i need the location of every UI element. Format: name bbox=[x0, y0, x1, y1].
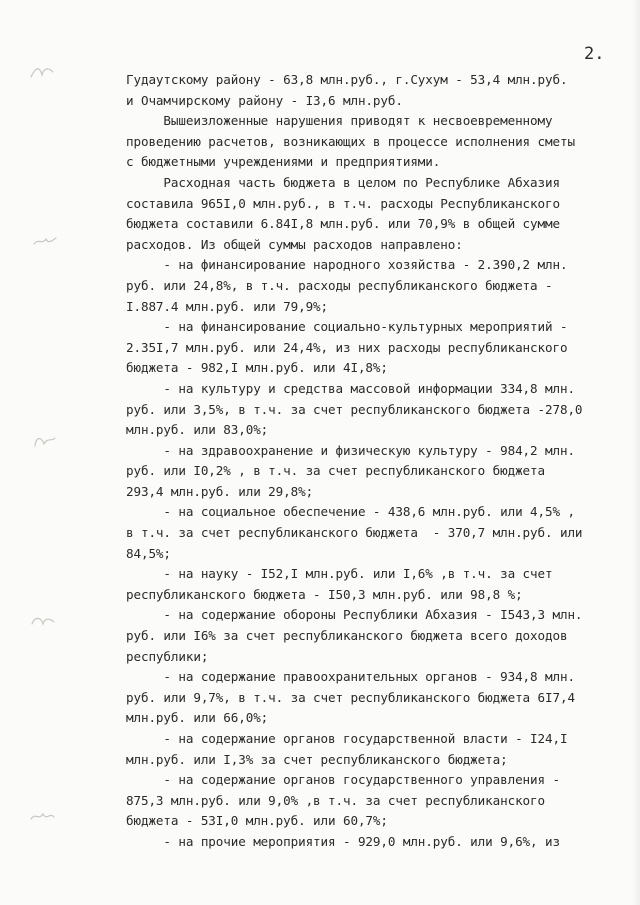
text-line: руб. или 9,7%, в т.ч. за счет республиканского бюджета 6I7,4 bbox=[126, 689, 575, 705]
text-line: руб. или 3,5%, в т.ч. за счет республиканского бюджета -278,0 bbox=[126, 401, 583, 417]
text-line: 84,5%; bbox=[126, 545, 171, 561]
text-line: - на здравоохранение и физическую культуру - 984,2 млн. bbox=[126, 442, 575, 458]
margin-scribble-icon bbox=[28, 64, 58, 82]
text-line: бюджета - 53I,0 млн.руб. или 60,7%; bbox=[126, 813, 388, 829]
text-line: млн.руб. или I,3% за счет республиканского бюджета; bbox=[126, 751, 508, 767]
text-line: - на финансирование социально-культурных мероприятий - bbox=[126, 319, 568, 335]
page-edge-shadow bbox=[632, 0, 640, 905]
text-line: - на финансирование народного хозяйства - 2.390,2 млн. bbox=[126, 257, 568, 273]
text-line: республики; bbox=[126, 648, 209, 664]
text-line: составила 965I,0 млн.руб., в т.ч. расходы Республиканского bbox=[126, 195, 560, 211]
text-line: - на науку - I52,I млн.руб. или I,6% ,в т.ч. за счет bbox=[126, 566, 553, 582]
text-line: 875,3 млн.руб. или 9,0% ,в т.ч. за счет республиканского bbox=[126, 792, 545, 808]
text-line: бюджета составили 6.84I,8 млн.руб. или 70,9% в общей сумме bbox=[126, 216, 560, 232]
text-line: - на культуру и средства массовой информации 334,8 млн. bbox=[126, 380, 575, 396]
text-line: Расходная часть бюджета в целом по Республике Абхазия bbox=[126, 174, 560, 190]
text-line: бюджета - 982,I млн.руб. или 4I,8%; bbox=[126, 360, 388, 376]
text-line: - на содержание органов государственной власти - I24,I bbox=[126, 731, 568, 746]
margin-scribble-icon bbox=[28, 612, 58, 630]
text-line: млн.руб. или 66,0%; bbox=[126, 710, 269, 726]
text-line: руб. или I0,2% , в т.ч. за счет республиканского бюджета bbox=[126, 463, 545, 479]
text-line: республиканского бюджета - I50,3 млн.руб. или 98,8 %; bbox=[126, 586, 523, 602]
document-body bbox=[126, 70, 606, 853]
text-line: в т.ч. за счет республиканского бюджета - 370,7 млн.руб. или bbox=[126, 525, 583, 541]
text-line: - на содержание правоохранительных органов - 934,8 млн. bbox=[126, 669, 575, 685]
margin-scribble-icon bbox=[30, 432, 60, 450]
text-line: Гудаутскому району - 63,8 млн.руб., г.Сухум - 53,4 млн.руб. bbox=[126, 72, 568, 87]
text-line: - на прочие мероприятия - 929,0 млн.руб. или 9,6%, из bbox=[126, 833, 560, 849]
text-line: и Очамчирскому району - I3,6 млн.руб. bbox=[126, 92, 403, 108]
text-line: руб. или 24,8%, в т.ч. расходы республиканского бюджета - bbox=[126, 277, 553, 293]
margin-scribble-icon bbox=[30, 232, 60, 250]
text-line: - на социальное обеспечение - 438,6 млн.руб. или 4,5% , bbox=[126, 504, 575, 520]
page-number: 2. bbox=[584, 44, 605, 64]
text-line: с бюджетными учреждениями и предприятиями. bbox=[126, 154, 441, 170]
text-line: проведению расчетов, возникающих в процессе исполнения сметы bbox=[126, 133, 575, 149]
text-line: Вышеизложенные нарушения приводят к несвоевременному bbox=[126, 113, 553, 129]
text-line: I.887.4 млн.руб. или 79,9%; bbox=[126, 298, 329, 314]
text-line: - на содержание органов государственного управления - bbox=[126, 772, 560, 788]
text-line: 2.35I,7 млн.руб. или 24,4%, из них расходы республиканского bbox=[126, 339, 568, 355]
text-line: руб. или I6% за счет республиканского бюджета всего доходов bbox=[126, 628, 568, 644]
text-line: 293,4 млн.руб. или 29,8%; bbox=[126, 483, 314, 499]
left-margin-marks bbox=[0, 0, 90, 905]
text-line: млн.руб. или 83,0%; bbox=[126, 422, 269, 438]
margin-scribble-icon bbox=[28, 808, 58, 826]
text-line: - на содержание обороны Республики Абхазия - I543,3 млн. bbox=[126, 607, 583, 623]
text-line: расходов. Из общей суммы расходов направлено: bbox=[126, 236, 463, 252]
